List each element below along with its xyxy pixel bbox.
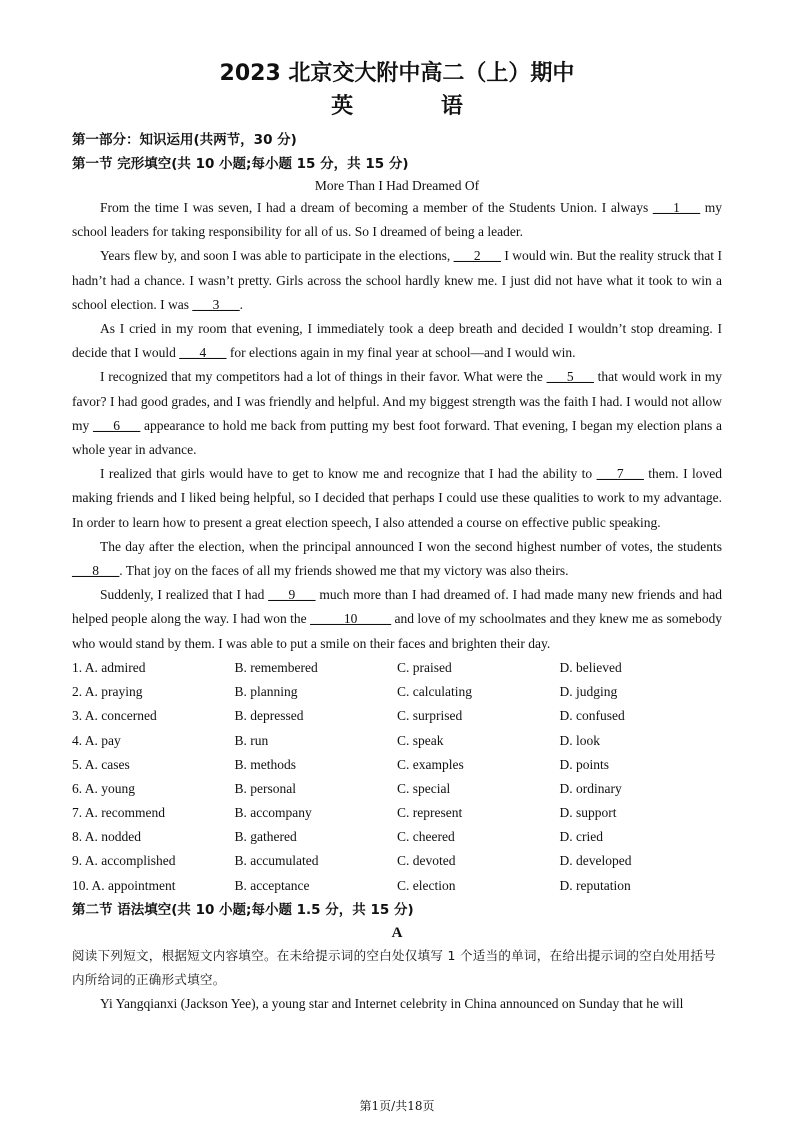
option-cell: B. gathered <box>234 829 297 845</box>
option-cell: C. cheered <box>397 829 455 845</box>
option-cell: C. surprised <box>397 708 463 724</box>
exam-page <box>72 58 722 1016</box>
answer-blank: ___1___ <box>652 200 701 215</box>
passage2-first-line: Yi Yangqianxi (Jackson Yee), a young star and Internet celebrity in China announced on Sunday that he will <box>100 996 684 1012</box>
option-cell: C. election <box>397 877 456 893</box>
answer-blank: ___2___ <box>453 248 501 264</box>
option-row <box>72 849 722 873</box>
option-cell: C. speak <box>397 732 444 748</box>
option-cell: 8. A. nodded <box>72 829 141 845</box>
option-cell: C. examples <box>397 756 464 772</box>
answer-blank: ___6___ <box>93 417 141 433</box>
option-cell: B. depressed <box>234 708 304 724</box>
answer-blank: _____10_____ <box>310 611 392 627</box>
option-cell: B. run <box>234 732 269 748</box>
option-cell: 5. A. cases <box>72 756 130 772</box>
option-cell: D. support <box>559 805 617 821</box>
paragraph-text: my school leaders for taking responsibility for all of us. So I dreamed of being a leader. <box>72 200 722 240</box>
option-row <box>72 680 722 704</box>
part1-heading: 第一部分：知识运用(共两节，30 分) <box>72 132 297 148</box>
section1-heading: 第一节 完形填空(共 10 小题;每小题 15 分，共 15 分) <box>72 156 409 172</box>
option-cell: 1. A. admired <box>72 659 146 675</box>
option-row <box>72 656 722 680</box>
option-cell: B. accumulated <box>234 853 319 869</box>
passage-paragraph <box>72 462 722 535</box>
answer-blank: ___8___ <box>72 563 120 579</box>
passage-title: More Than I Had Dreamed Of <box>314 178 480 193</box>
option-row <box>72 825 722 849</box>
answer-blank: ___3___ <box>192 296 240 312</box>
paragraph-text: I recognized that my competitors had a lot of things in their favor. What were the <box>100 369 547 385</box>
option-cell: C. praised <box>397 659 452 675</box>
paragraph-text: and love of my schoolmates and they knew me as somebody who would stand by them. I was able to put a smile on their faces and brighten their day. <box>72 611 722 651</box>
option-cell: D. developed <box>559 853 632 869</box>
answer-blank: ___5___ <box>546 369 594 385</box>
exam-title: 2023 北京交大附中高二（上）期中 <box>219 61 575 86</box>
paragraph-text: I realized that girls would have to get to know me and recognize that I had the ability to <box>100 466 597 482</box>
option-cell: 3. A. concerned <box>72 708 157 724</box>
paragraph-text: . That joy on the faces of all my friends showed me that my victory was also theirs. <box>119 563 569 579</box>
option-cell: B. personal <box>234 780 296 796</box>
option-cell: B. methods <box>234 756 297 772</box>
option-cell: D. reputation <box>559 877 631 893</box>
subject-title: 英 语 <box>331 94 503 119</box>
passage-paragraph <box>72 244 722 317</box>
option-cell: D. believed <box>559 659 622 675</box>
paragraph-text: From the time I was seven, I had a dream of becoming a member of the Students Union. I always <box>100 200 653 215</box>
passage-paragraph <box>72 365 722 462</box>
option-row <box>72 728 722 752</box>
paragraph-text: appearance to hold me back from putting my best foot forward. That evening, I began my election plans a whole year in advance. <box>72 417 722 458</box>
paragraph-text: much more than I had dreamed of. I had made many new friends and had helped people along the way. I had won the <box>72 587 722 627</box>
options-table <box>72 656 722 898</box>
option-cell: D. ordinary <box>559 780 622 796</box>
paragraph-text: them. I loved making friends and I liked being helpful, so I decided that perhaps I could use these qualities to work to my advantage. In order to learn how to present a great election speech, I also attended a course on effective public speaking. <box>72 466 723 530</box>
option-cell: C. calculating <box>397 684 472 700</box>
option-cell: B. planning <box>234 684 298 700</box>
option-cell: C. special <box>397 780 451 796</box>
paragraph-text: As I cried in my room that evening, I immediately took a deep breath and decided I wouldn’t stop dreaming. I decide that I would <box>72 321 722 361</box>
option-cell: D. points <box>559 756 610 772</box>
paragraph-text: . <box>239 296 243 312</box>
paragraph-text: The day after the election, when the principal announced I won the second highest number of votes, the students <box>100 538 722 554</box>
option-row <box>72 801 722 825</box>
section2-heading: 第二节 语法填空(共 10 小题;每小题 1.5 分，共 15 分) <box>72 901 414 918</box>
option-cell: B. acceptance <box>234 877 310 893</box>
option-row <box>72 704 722 728</box>
paragraph-text: I would win. But the reality struck that I hadn’t had a chance. I wasn’t pretty. Girls across the school hardly knew me. I just did not have what it took to win a school election. I was <box>72 248 722 312</box>
option-cell: D. confused <box>559 708 625 724</box>
instructions-text: 阅读下列短文，根据短文内容填空。在未给提示词的空白处仅填写 1 个适当的单词，在给出提示词的空白处用括号内所给词的正确形式填空。 <box>72 947 717 987</box>
paragraph-text: for elections again in my final year at school—and I would win. <box>226 345 576 361</box>
option-cell: 6. A. young <box>72 780 136 796</box>
option-cell: C. represent <box>397 805 463 821</box>
option-cell: B. remembered <box>234 659 318 675</box>
answer-blank: ___7___ <box>596 466 644 482</box>
option-cell: B. accompany <box>234 805 312 821</box>
option-row <box>72 874 722 898</box>
option-cell: 4. A. pay <box>72 732 121 748</box>
option-cell: 9. A. accomplished <box>72 853 176 869</box>
option-cell: 10. A. appointment <box>72 877 176 893</box>
option-cell: D. cried <box>559 829 603 845</box>
passage-paragraph <box>72 583 722 656</box>
option-cell: D. look <box>559 732 600 748</box>
option-row <box>72 777 722 801</box>
paragraph-text: Years flew by, and soon I was able to participate in the elections, <box>100 248 454 264</box>
option-row <box>72 753 722 777</box>
passage-paragraph <box>72 196 722 244</box>
passage-paragraph <box>72 317 722 365</box>
paragraph-text: Suddenly, I realized that I had <box>100 587 269 603</box>
option-cell: 7. A. recommend <box>72 805 165 821</box>
answer-blank: ___4___ <box>179 345 227 361</box>
option-cell: C. devoted <box>397 853 456 869</box>
paragraph-text: that would work in my favor? I had good grades, and I was friendly and helpful. And my biggest strength was the faith I had. I would not allow my <box>72 369 722 433</box>
passage-letter: A <box>391 924 403 941</box>
answer-blank: ___9___ <box>268 587 316 603</box>
passage-paragraph <box>72 535 722 583</box>
page-footer: 第1页/共18页 <box>359 1099 435 1113</box>
option-cell: D. judging <box>559 684 618 700</box>
option-cell: 2. A. praying <box>72 684 143 700</box>
passage-body <box>72 196 722 656</box>
